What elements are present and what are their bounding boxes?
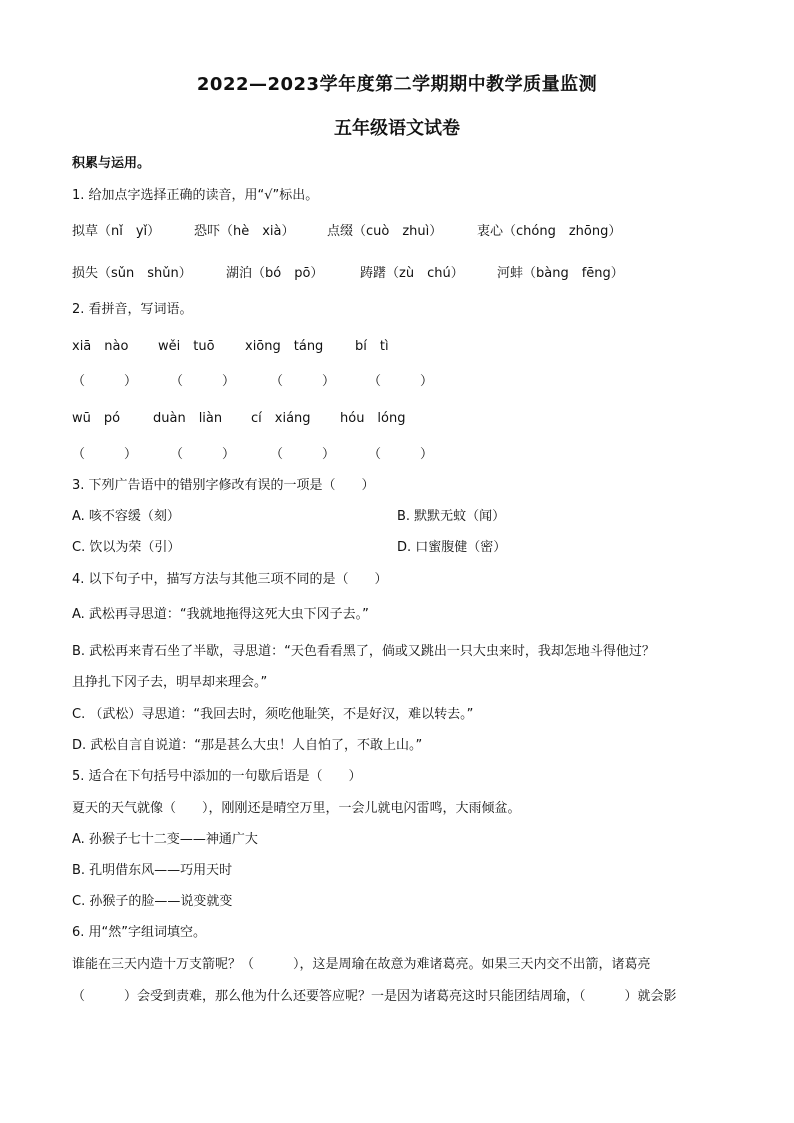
- q2-pinyin: xiā nào: [72, 339, 129, 354]
- q3-option-b: B. 默默无蚊（闻）: [397, 509, 506, 524]
- q5-sentence: 夏天的天气就像（ ），刚刚还是晴空万里，一会儿就电闪雷鸣，大雨倾盆。: [72, 801, 521, 816]
- answer-blank[interactable]: （ ）: [368, 447, 434, 462]
- answer-blank[interactable]: （ ）: [170, 374, 236, 389]
- answer-blank[interactable]: （ ）: [72, 374, 138, 389]
- answer-blank[interactable]: （ ）: [270, 447, 336, 462]
- q3-option-c: C. 饮以为荣（引）: [72, 540, 181, 555]
- q1-option: 拟草（nǐ yǐ）: [72, 224, 161, 239]
- q2-pinyin: cí xiáng: [251, 411, 311, 426]
- q1-option: 点缀（cuò zhuì）: [327, 224, 443, 239]
- q1-option: 河蚌（bàng fēng）: [497, 266, 624, 281]
- q4-option-b-continued: 且挣扎下冈子去，明早却来理会。”: [72, 675, 268, 690]
- q5-option-b: B. 孔明借东风——巧用天时: [72, 863, 233, 878]
- q4-option-b: B. 武松再来青石坐了半歇，寻思道：“天色看看黑了，倘或又跳出一只大虫来时，我却怎地斗得他过？: [72, 644, 655, 659]
- q2-pinyin: wū pó: [72, 411, 121, 426]
- exam-title: 2022—2023学年度第二学期期中教学质量监测: [196, 74, 598, 95]
- q4-option-a: A. 武松再寻思道：“我就地拖得这死大虫下冈子去。”: [72, 607, 369, 622]
- section-heading: 积累与运用。: [72, 156, 151, 171]
- q4-option-c: C. （武松）寻思道：“我回去时，须吃他耻笑，不是好汉，难以转去。”: [72, 707, 474, 722]
- q6-paragraph-line: （ ）会受到责难，那么他为什么还要答应呢？一是因为诸葛亮这时只能团结周瑜，（ ）就会影: [72, 989, 677, 1004]
- answer-blank[interactable]: （ ）: [72, 447, 138, 462]
- q2-pinyin: duàn liàn: [153, 411, 223, 426]
- q2-stem: 2. 看拼音，写词语。: [72, 302, 193, 317]
- answer-blank[interactable]: （ ）: [368, 374, 434, 389]
- answer-blank[interactable]: （ ）: [270, 374, 336, 389]
- q3-option-a: A. 咳不容缓（刻）: [72, 509, 180, 524]
- q2-pinyin: bí tì: [355, 339, 389, 354]
- q6-paragraph-line: 谁能在三天内造十万支箭呢？（ ），这是周瑜在故意为难诸葛亮。如果三天内交不出箭，诸葛亮: [72, 957, 651, 972]
- q4-option-d: D. 武松自言自说道：“那是甚么大虫！人自怕了，不敢上山。”: [72, 738, 423, 753]
- exam-subtitle: 五年级语文试卷: [334, 118, 460, 139]
- q1-option: 踌躇（zù chú）: [360, 266, 464, 281]
- q5-option-c: C. 孙猴子的脸——说变就变: [72, 894, 233, 909]
- q2-pinyin: wěi tuō: [158, 339, 215, 354]
- q4-stem: 4. 以下句子中，描写方法与其他三项不同的是（ ）: [72, 572, 388, 587]
- q5-option-a: A. 孙猴子七十二变——神通广大: [72, 832, 258, 847]
- q6-stem: 6. 用“然”字组词填空。: [72, 925, 207, 940]
- q1-option: 损失（sǔn shǔn）: [72, 266, 192, 281]
- q3-stem: 3. 下列广告语中的错别字修改有误的一项是（ ）: [72, 478, 375, 493]
- q1-stem: 1. 给加点字选择正确的读音，用“√”标出。: [72, 188, 319, 203]
- q2-pinyin: xiōng táng: [245, 339, 324, 354]
- q1-option: 湖泊（bó pō）: [226, 266, 324, 281]
- q1-option: 恐吓（hè xià）: [194, 224, 295, 239]
- answer-blank[interactable]: （ ）: [170, 447, 236, 462]
- q2-pinyin: hóu lóng: [340, 411, 406, 426]
- q1-option: 衷心（chóng zhōng）: [477, 224, 622, 239]
- q5-stem: 5. 适合在下句括号中添加的一句歇后语是（ ）: [72, 769, 362, 784]
- q3-option-d: D. 口蜜腹健（密）: [397, 540, 507, 555]
